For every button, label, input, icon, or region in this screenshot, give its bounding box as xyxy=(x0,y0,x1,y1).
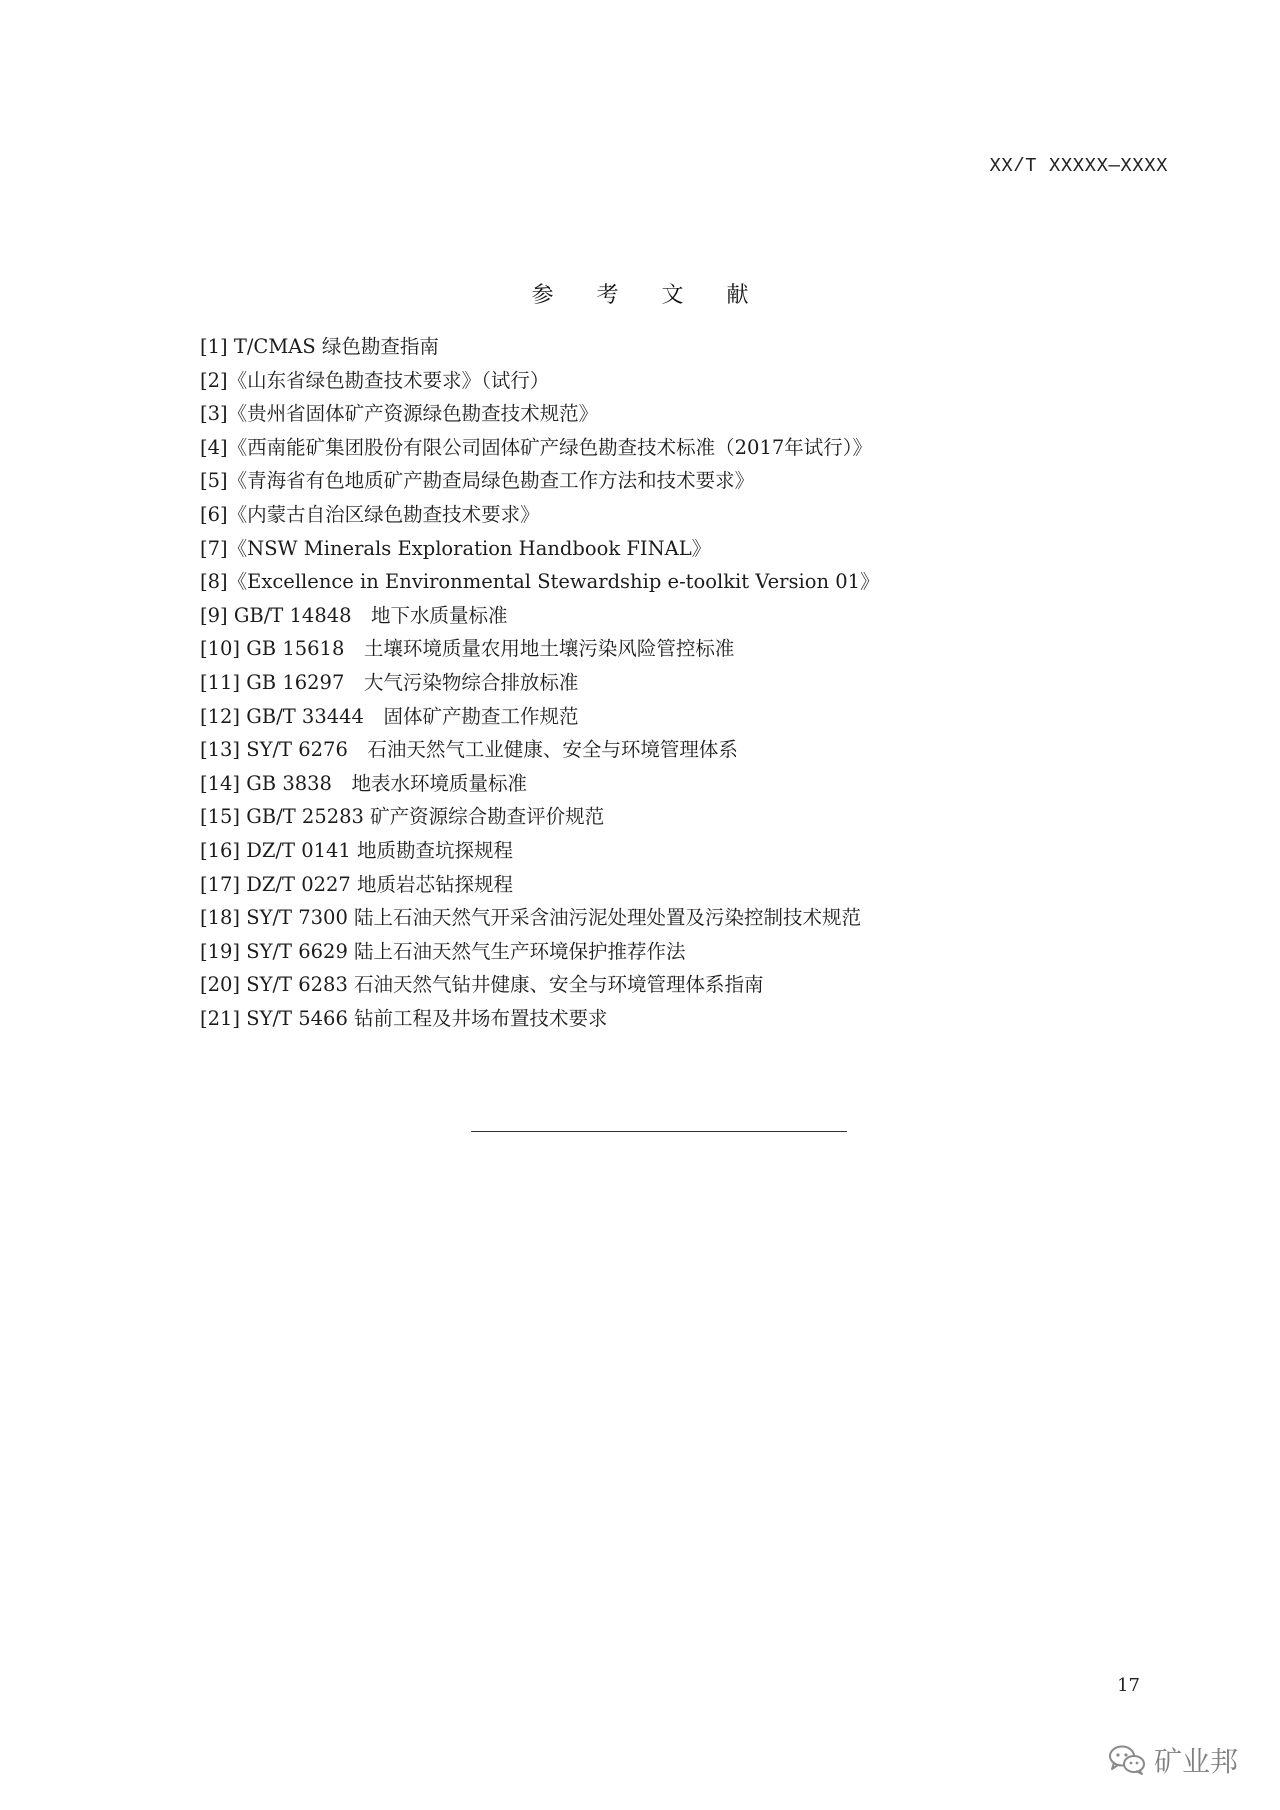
reference-item xyxy=(200,532,1080,566)
reference-number: [16] xyxy=(200,838,241,862)
reference-number: [15] xyxy=(200,805,241,829)
reference-item xyxy=(200,733,1080,767)
wechat-icon xyxy=(1108,1744,1146,1776)
reference-item xyxy=(200,599,1080,633)
reference-item xyxy=(200,666,1080,700)
reference-number: [7] xyxy=(200,536,228,560)
reference-number: [4] xyxy=(200,435,228,459)
reference-item xyxy=(200,464,1080,498)
reference-item xyxy=(200,565,1080,599)
reference-number: [5] xyxy=(200,469,228,493)
reference-number: [17] xyxy=(200,872,241,896)
reference-text: GB 3838 地表水环境质量标准 xyxy=(240,771,527,795)
section-title: 参 考 文 献 xyxy=(531,283,767,308)
reference-item xyxy=(200,868,1080,902)
reference-text: 《内蒙古自治区绿色勘查技术要求》 xyxy=(227,502,540,526)
reference-number: [3] xyxy=(200,402,228,426)
reference-number: [20] xyxy=(200,973,241,997)
reference-item xyxy=(200,330,1080,364)
reference-number: [14] xyxy=(200,771,241,795)
reference-item xyxy=(200,800,1080,834)
reference-text: GB 16297 大气污染物综合排放标准 xyxy=(240,670,579,694)
reference-number: [10] xyxy=(200,637,241,661)
reference-text: DZ/T 0141 地质勘查坑探规程 xyxy=(240,838,514,862)
page-number: 17 xyxy=(1117,1675,1140,1696)
reference-list xyxy=(200,330,1080,1035)
reference-item xyxy=(200,901,1080,935)
reference-number: [2] xyxy=(200,368,228,392)
reference-item xyxy=(200,498,1080,532)
watermark xyxy=(1108,1740,1238,1780)
reference-text: GB 15618 土壤环境质量农用地土壤污染风险管控标准 xyxy=(240,637,735,661)
reference-number: [19] xyxy=(200,939,241,963)
reference-item xyxy=(200,968,1080,1002)
reference-number: [1] xyxy=(200,335,228,358)
reference-text: GB/T 33444 固体矿产勘查工作规范 xyxy=(240,704,579,728)
reference-text: SY/T 7300 陆上石油天然气开采含油污泥处理处置及污染控制技术规范 xyxy=(240,906,862,930)
reference-text: 《西南能矿集团股份有限公司固体矿产绿色勘查技术标准（2017年试行）》 xyxy=(227,435,873,459)
reference-number: [9] xyxy=(200,603,228,627)
reference-item xyxy=(200,632,1080,666)
reference-number: [12] xyxy=(200,704,241,728)
reference-item xyxy=(200,935,1080,969)
reference-item xyxy=(200,1002,1080,1036)
reference-number: [18] xyxy=(200,906,241,930)
reference-text: 《Excellence in Environmental Stewardship e-toolkit Version 01》 xyxy=(227,570,880,594)
reference-number: [13] xyxy=(200,738,241,762)
reference-text: GB/T 25283 矿产资源综合勘查评价规范 xyxy=(240,805,605,829)
reference-item xyxy=(200,431,1080,465)
reference-text: SY/T 6276 石油天然气工业健康、安全与环境管理体系 xyxy=(240,738,738,762)
reference-number: [6] xyxy=(200,502,228,526)
reference-item xyxy=(200,767,1080,801)
reference-text: SY/T 5466 钻前工程及井场布置技术要求 xyxy=(240,1006,608,1030)
reference-text: 《贵州省固体矿产资源绿色勘查技术规范》 xyxy=(227,402,599,426)
reference-text: GB/T 14848 地下水质量标准 xyxy=(227,603,508,627)
reference-item xyxy=(200,364,1080,398)
reference-number: [11] xyxy=(200,670,241,694)
document-code: XX/T XXXXX—XXXX xyxy=(989,155,1168,177)
reference-text: SY/T 6629 陆上石油天然气生产环境保护推荐作法 xyxy=(240,939,686,963)
reference-text: T/CMAS 绿色勘查指南 xyxy=(227,335,439,358)
end-divider xyxy=(471,1131,847,1132)
reference-number: [21] xyxy=(200,1006,241,1030)
reference-item xyxy=(200,700,1080,734)
reference-text: 《NSW Minerals Exploration Handbook FINAL》 xyxy=(227,536,712,560)
reference-text: 《山东省绿色勘查技术要求》（试行） xyxy=(227,368,550,392)
watermark-label: 矿业邦 xyxy=(1153,1745,1238,1778)
reference-text: DZ/T 0227 地质岩芯钻探规程 xyxy=(240,872,514,896)
reference-text: 《青海省有色地质矿产勘查局绿色勘查工作方法和技术要求》 xyxy=(227,469,755,493)
reference-item xyxy=(200,834,1080,868)
reference-item xyxy=(200,397,1080,431)
reference-number: [8] xyxy=(200,570,228,594)
reference-text: SY/T 6283 石油天然气钻井健康、安全与环境管理体系指南 xyxy=(240,973,764,997)
